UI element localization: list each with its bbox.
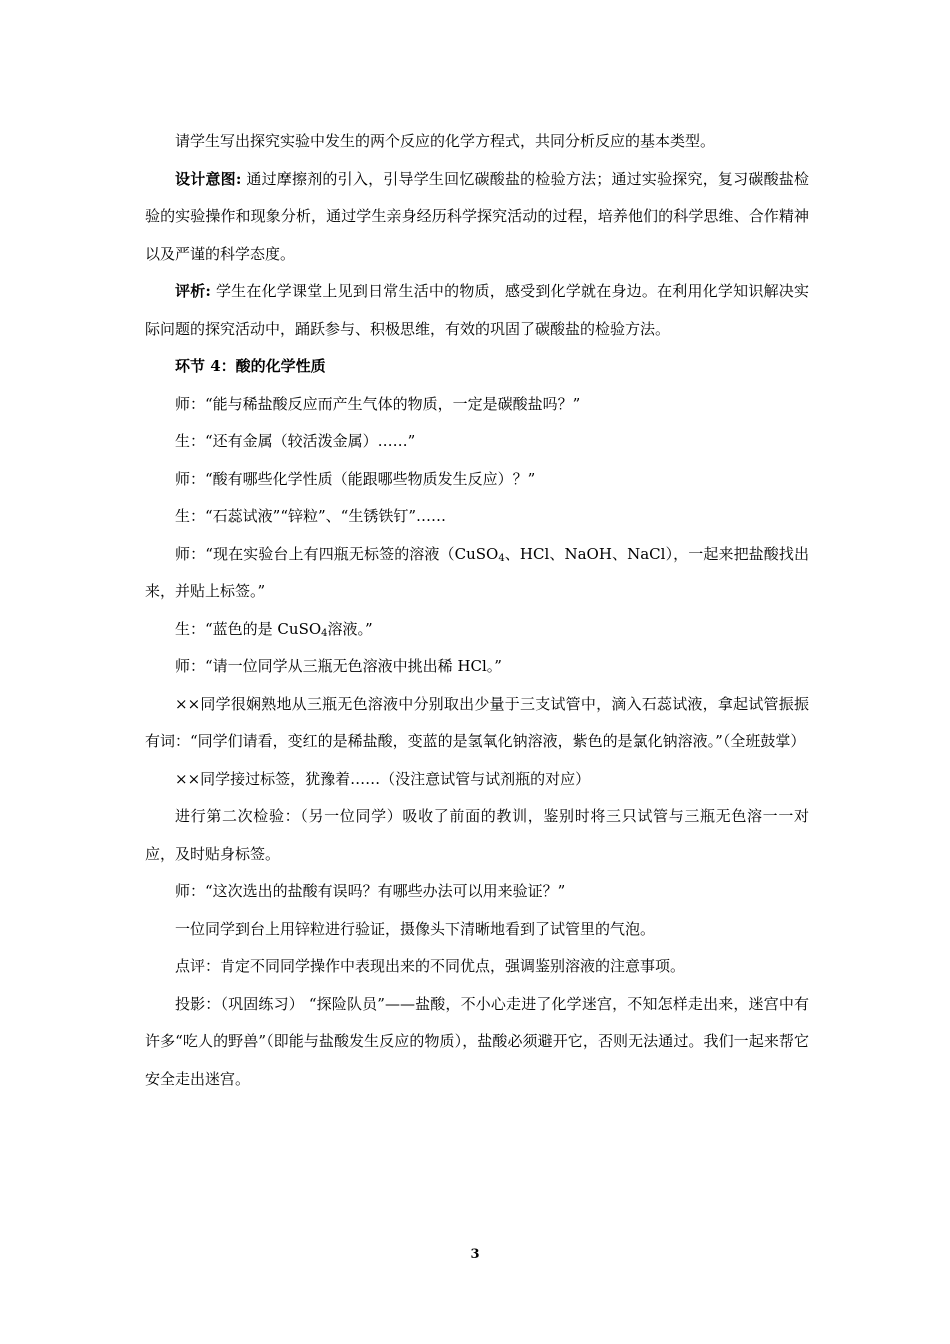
text-design-intent: 通过摩擦剂的引入，引导学生回忆碳酸盐的检验方法；通过实验探究，复习碳酸盐检验的实验操作和现象分析，通过学生亲身经历科学探究活动的过程，培养他们的科学思维、合作精神以及严谨的科学态度。 — [145, 169, 809, 263]
dialogue-line — [145, 611, 809, 649]
dialogue-line: 师：“酸有哪些化学性质（能跟哪些物质发生反应）？” — [175, 469, 536, 488]
label-commentary: 评析: — [175, 282, 211, 300]
narrative-paragraph: ××同学接过标签，犹豫着……（没注意试管与试剂瓶的对应） — [175, 769, 591, 788]
narrative-paragraph: 投影：（巩固练习） “探险队员”——盐酸，不小心走进了化学迷宫，不知怎样走出来，迷宫中有许多“吃人的野兽”（即能与盐酸发生反应的物质），盐酸必须避开它，否则无法通过。我们一起来帮它安全走出迷宫。 — [145, 994, 809, 1088]
narrative-paragraph: ××同学很娴熟地从三瓶无色溶液中分别取出少量于三支试管中，滴入石蕊试液，拿起试管振振有词：“同学们请看，变红的是稀盐酸，变蓝的是氢氧化钠溶液，紫色的是氯化钠溶液。”（全班鼓掌） — [145, 694, 809, 750]
text-part: 、HCl、NaOH、NaCl），一起来把盐酸找出来，并贴上标签。” — [145, 544, 809, 600]
dialogue-line: 生：“石蕊试液”“锌粒”、“生锈铁钉”…… — [175, 507, 447, 525]
narrative-paragraph: 进行第二次检验：（另一位同学）吸收了前面的教训，鉴别时将三只试管与三瓶无色溶一一对应，及时贴身标签。 — [145, 807, 809, 863]
dialogue-line — [145, 536, 809, 611]
dialogue-line: 师：“这次选出的盐酸有误吗？有哪些办法可以用来验证？” — [175, 882, 566, 900]
dialogue-line: 师：“能与稀盐酸反应而产生气体的物质，一定是碳酸盐吗？” — [175, 394, 581, 413]
narrative-paragraph: 点评：肯定不同同学操作中表现出来的不同优点，强调鉴别溶液的注意事项。 — [175, 957, 686, 975]
subscript: 4 — [321, 627, 328, 639]
dialogue-line: 师：“请一位同学从三瓶无色溶液中挑出稀 HCl。” — [175, 657, 502, 675]
section-heading: 环节 4：酸的化学性质 — [175, 357, 326, 375]
paragraph-design-intent — [145, 161, 809, 274]
paragraph-equations: 请学生写出探究实验中发生的两个反应的化学方程式，共同分析反应的基本类型。 — [175, 132, 716, 150]
label-design-intent: 设计意图: — [175, 169, 242, 188]
body-text — [145, 123, 809, 1098]
text-commentary: 学生在化学课堂上见到日常生活中的物质，感受到化学就在身边。在利用化学知识解决实际问题的探究活动中，踊跃参与、积极思维，有效的巩固了碳酸盐的检验方法。 — [145, 282, 809, 338]
page-number: 3 — [470, 1247, 480, 1262]
text-part: 溶液。” — [327, 619, 373, 638]
text-part: 师：“现在实验台上有四瓶无标签的溶液（CuSO — [175, 544, 499, 563]
subscript: 4 — [498, 552, 505, 564]
narrative-paragraph: 一位同学到台上用锌粒进行验证，摄像头下清晰地看到了试管里的气泡。 — [175, 919, 656, 938]
dialogue-line: 生：“还有金属（较活泼金属）……” — [175, 432, 416, 450]
text-part: 生：“蓝色的是 CuSO — [175, 619, 322, 638]
paragraph-commentary — [145, 273, 809, 348]
